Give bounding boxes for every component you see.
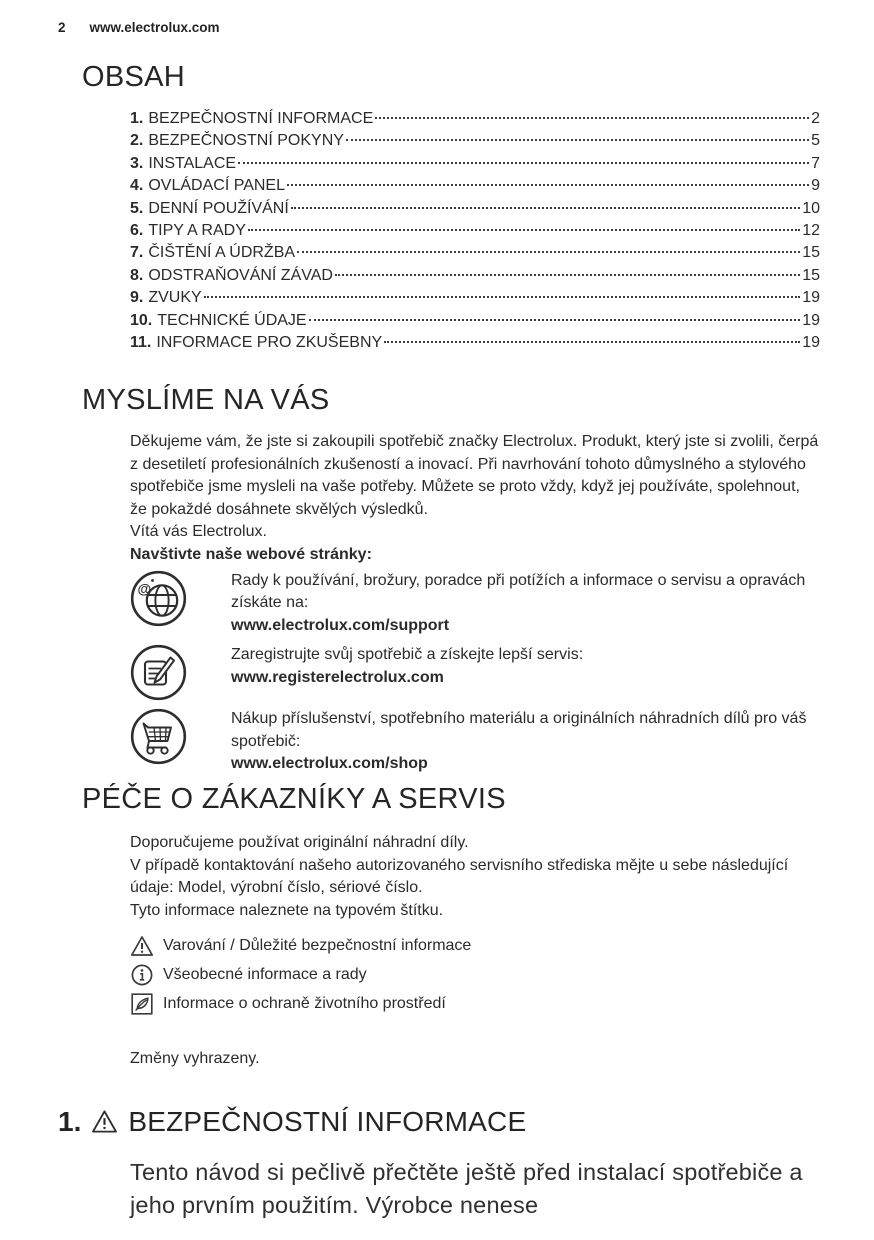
- section-1-number: 1.: [58, 1105, 82, 1137]
- support-link-row: [130, 570, 820, 637]
- toc-item-page: 19: [802, 289, 820, 307]
- register-description: Zaregistrujte svůj spotřebič a získejte lepší servis:: [231, 646, 584, 664]
- toc-item[interactable]: [130, 130, 820, 152]
- toc-item-number: 1.: [130, 110, 144, 127]
- warning-legend-text: Varování / Důležité bezpečnostní informace: [163, 936, 472, 954]
- table-of-contents: [130, 108, 820, 354]
- toc-item-number: 4.: [130, 177, 144, 195]
- toc-item-label: DENNÍ POUŽÍVÁNÍ: [148, 199, 289, 217]
- toc-item[interactable]: [130, 153, 820, 175]
- warning-legend-row: [130, 934, 820, 958]
- eco-legend-text: Informace o ochraně životního prostředí: [163, 994, 446, 1012]
- toc-leader-dots: [291, 207, 800, 209]
- toc-item-page: 15: [802, 244, 820, 262]
- toc-item-number: 6.: [130, 222, 144, 240]
- toc-item-number: 9.: [130, 289, 144, 307]
- toc-leader-dots: [309, 319, 801, 321]
- toc-item[interactable]: [130, 108, 820, 130]
- toc-item-number: 11.: [130, 334, 152, 352]
- care-line: V případě kontaktování našeho autorizovaného servisního střediska mějte u sebe následující údaje: Model, výrobní číslo, sériové číslo.: [130, 856, 789, 897]
- toc-item-number: 2.: [130, 132, 144, 150]
- toc-leader-dots: [204, 296, 801, 298]
- toc-item-label: TECHNICKÉ ÚDAJE: [157, 311, 307, 329]
- customer-care-title: PÉČE O ZÁKAZNÍKY A SERVIS: [82, 783, 506, 816]
- svg-text:@: @: [137, 580, 152, 597]
- toc-item[interactable]: [130, 220, 820, 242]
- toc-leader-dots: [346, 139, 809, 141]
- we-think-body: [130, 431, 820, 565]
- section-1-intro: Tento návod si pečlivě přečtěte ještě před instalací spotřebiče a jeho prvním použitím. Výrobce nenese: [130, 1158, 803, 1219]
- section-1-heading: [58, 1106, 820, 1138]
- toc-item-number: 10.: [130, 311, 153, 329]
- welcome-line: Vítá vás Electrolux.: [130, 523, 267, 541]
- cart-icon: [130, 708, 187, 765]
- toc-leader-dots: [248, 229, 800, 231]
- register-url[interactable]: www.registerelectrolux.com: [231, 668, 444, 686]
- toc-item[interactable]: [130, 198, 820, 220]
- toc-item-page: 19: [802, 334, 820, 352]
- toc-leader-dots: [297, 251, 800, 253]
- toc-item-page: 2: [811, 110, 820, 127]
- toc-item-label: ČIŠTĚNÍ A ÚDRŽBA: [148, 244, 296, 262]
- site-url: www.electrolux.com: [89, 20, 220, 35]
- toc-item-page: 15: [802, 266, 820, 284]
- toc-leader-dots: [384, 341, 800, 343]
- register-link-text: [231, 644, 583, 689]
- care-line: Tyto informace naleznete na typovém štítku.: [130, 901, 444, 919]
- toc-item[interactable]: [130, 310, 820, 332]
- toc-item-number: 5.: [130, 199, 144, 217]
- register-link-row: [130, 644, 820, 701]
- customer-care-body: [130, 832, 820, 922]
- support-description: Rady k používání, brožury, poradce při potížích a informace o servisu a opravách získáte na:: [231, 571, 806, 612]
- eco-icon: [130, 992, 154, 1016]
- register-icon: [130, 644, 187, 701]
- web-links: [130, 570, 820, 775]
- eco-legend-row: [130, 992, 820, 1016]
- visit-websites-label: Navštivte naše webové stránky:: [130, 545, 372, 563]
- toc-item-label: BEZPEČNOSTNÍ INFORMACE: [148, 110, 374, 127]
- section-1-title: BEZPEČNOSTNÍ INFORMACE: [128, 1105, 527, 1137]
- toc-item[interactable]: [130, 242, 820, 264]
- support-url[interactable]: www.electrolux.com/support: [231, 616, 450, 634]
- page-header: [58, 20, 820, 35]
- toc-item-label: OVLÁDACÍ PANEL: [148, 177, 285, 195]
- we-think-title: MYSLÍME NA VÁS: [82, 384, 330, 417]
- info-icon: [130, 963, 154, 987]
- toc-item-label: BEZPEČNOSTNÍ POKYNY: [148, 132, 344, 150]
- warning-icon: [91, 1108, 118, 1135]
- toc-item-page: 9: [811, 177, 820, 195]
- toc-item-number: 7.: [130, 244, 144, 262]
- toc-item[interactable]: [130, 265, 820, 287]
- shop-url[interactable]: www.electrolux.com/shop: [231, 754, 428, 772]
- symbol-legend: [130, 934, 820, 1016]
- toc-leader-dots: [287, 184, 809, 186]
- page-number: 2: [58, 20, 66, 35]
- care-line: Doporučujeme používat originální náhradní díly.: [130, 834, 469, 852]
- shop-link-row: [130, 708, 820, 775]
- toc-item-label: TIPY A RADY: [148, 222, 246, 240]
- shop-link-text: [231, 708, 820, 775]
- toc-item-page: 5: [811, 132, 820, 150]
- info-legend-row: [130, 963, 820, 987]
- shop-description: Nákup příslušenství, spotřebního materiálu a originálních náhradních dílů pro váš spotřebič:: [231, 710, 807, 750]
- toc-item-number: 8.: [130, 266, 144, 284]
- support-link-text: [231, 570, 820, 637]
- info-legend-text: Všeobecné informace a rady: [163, 965, 367, 983]
- toc-item-page: 10: [802, 199, 820, 217]
- changes-reserved-note: Změny vyhrazeny.: [130, 1049, 260, 1067]
- toc-item[interactable]: [130, 332, 820, 354]
- toc-item-page: 7: [811, 154, 820, 172]
- toc-leader-dots: [335, 274, 800, 276]
- we-think-paragraph: Děkujeme vám, že jste si zakoupili spotřebič značky Electrolux. Produkt, který jste si zvolili, čerpá z desetiletí profesionálních zkušeností a inovací. Při navrhování tohoto důmyslného a stylového spotřebiče jsme mysleli na vaše potřeby. Můžete se proto vždy, když jej používáte, spolehnout, že pokaždé dosáhnete skvělých výsledků.: [130, 433, 819, 518]
- toc-leader-dots: [375, 117, 809, 119]
- toc-item-label: INFORMACE PRO ZKUŠEBNY: [156, 334, 383, 352]
- toc-item-label: INSTALACE: [148, 154, 237, 172]
- toc-leader-dots: [238, 162, 809, 164]
- toc-item-page: 12: [802, 222, 820, 240]
- toc-item-page: 19: [802, 311, 820, 329]
- toc-item-number: 3.: [130, 154, 144, 172]
- toc-item-label: ODSTRAŇOVÁNÍ ZÁVAD: [148, 266, 333, 284]
- toc-item-label: ZVUKY: [148, 289, 202, 307]
- toc-title: OBSAH: [82, 61, 186, 93]
- toc-item[interactable]: [130, 287, 820, 309]
- warning-icon: [130, 934, 154, 958]
- globe-at-icon: [130, 570, 187, 627]
- toc-item[interactable]: [130, 175, 820, 197]
